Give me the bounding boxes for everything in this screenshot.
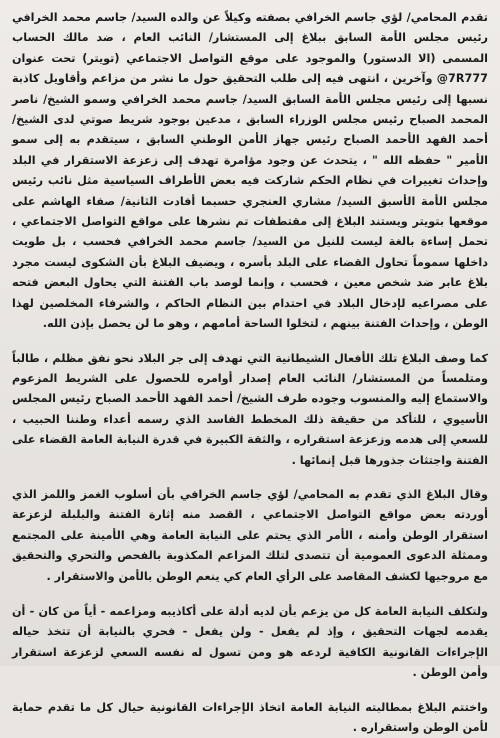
paragraph-evidence-demand: ولتكلف النيابة العامة كل من يزعم بأن لديه أدلة على أكاذيبه ومزاعمه - أياً من كان - أن يقدمه لجهات التحقيق ، وإذ لم يفعل - ولن يفعل - فحري بالنيابة أن تتخذ حياله الإجراءات القانونية الكافية لردعه هو ومن تسول له نفسه السعي لزعزعة استقرار وأمن الوطن .: [12, 604, 488, 680]
paragraph-prosecution-duty: وقال البلاغ الذي تقدم به المحامي/ لؤي جاسم الخرافي بأن أسلوب الغمز واللمز الذي أوردته بعض مواقع التواصل الاجتماعي ، القصد منه إثارة الفتنة والبلبلة لزعزعة استقرار الوطن وأمنه ، الأمر الذي يحتم على النيابة العامة وهي الأمينة على المجتمع وممثلة الدعوى العمومية أن تتصدى لتلك المزاعم المكذوبة بالفحص والتحري والتحقيق مع مروجيها لكشف المقاصد على الرأي العام كي ينعم الوطن بالأمن والاستقرار .: [12, 487, 488, 583]
paragraph-request-investigation: كما وصف البلاغ تلك الأفعال الشيطانية التي تهدف إلى جر البلاد نحو نفق مظلم ، طالباً ومتلمساً من المستشار/ النائب العام إصدار أوامره للحصول على الشريط المزعوم والاستماع إليه والمنسوب وجوده طرف الشيخ/ أحمد الفهد الأحمد الصباح رئيس المجلس الأسيوي ، للتأكد من حقيقة ذلك المخطط الفاسد الذي رسمه أعداء وطننا الحبيب ، للسعي إلى هدمه وزعزعة استقراره ، والثقة الكبيرة في قدرة النيابة العامة القضاء على الفتنة واجتثاث جذورها قبل إنمائها .: [12, 351, 488, 467]
paragraph-conclusion: واختتم البلاغ بمطالبته النيابة العامة اتخاذ الإجراءات القانونية حيال كل ما تقدم حماية لأمن الوطن واستقراره .: [12, 700, 488, 734]
paragraph-complaint-details: تقدم المحامي/ لؤي جاسم الخرافي بصفته وكيلاً عن والده السيد/ جاسم محمد الخرافي رئيس مجلس الأمة السابق ببلاغ إلى المستشار/ النائب العام ، ضد مالك الحساب المسمى (الا الدستور) والموجود على موقع التواصل الاجتماعي (تويتر) تحت عنوان 7R777@ وآخرين ، انتهى فيه إلى طلب التحقيق حول ما نشر من مزاعم وأقاويل كاذبة نسبها إلى رئيس مجلس الأمة السابق السيد/ جاسم محمد الخرافي وسمو الشيخ/ ناصر المحمد الصباح رئيس مجلس الوزراء السابق ، مدعين بوجود شريط صوتي لدى الشيخ/ أحمد الفهد الأحمد الصباح رئيس جهاز الأمن الوطني السابق ، سيتقدم به إلى سمو الأمير " حفظه الله " ، يتحدث عن وجود مؤامرة تهدف إلى زعزعة الاستقرار في البلد وإحداث تغييرات في نظام الحكم شاركت فيه بعض الأطراف السياسية مثل نائب رئيس مجلس الأمة الأسبق السيد/ مشاري العنجري حسبما أفادت الثانية/ صفاء الهاشم على موقعها بتويتر ويستند البلاغ إلى مقتطفات تم نشرها على مواقع التواصل الاجتماعي ، تحمل إساءة بالغة ليست للنيل من السيد/ جاسم محمد الخرافي فحسب ، بل طويت داخلها سموماً تحاول القضاء على البلد بأسره ، ويضيف البلاغ بأن الشكوى ليست مجرد بلاغ عابر ضد شخص معين ، فحسب ، وإنما لوصد باب الفتنة التي يحاول البعض فتحه على مصراعيه لإدخال البلاد في احتدام بين النظام الحاكم ، والشرفاء المخلصين لهذا الوطن ، وإحداث الفتنة بينهم ، لتخلوا الساحة أمامهم ، وهو ما لن يحصل بإذن الله.: [12, 11, 488, 331]
